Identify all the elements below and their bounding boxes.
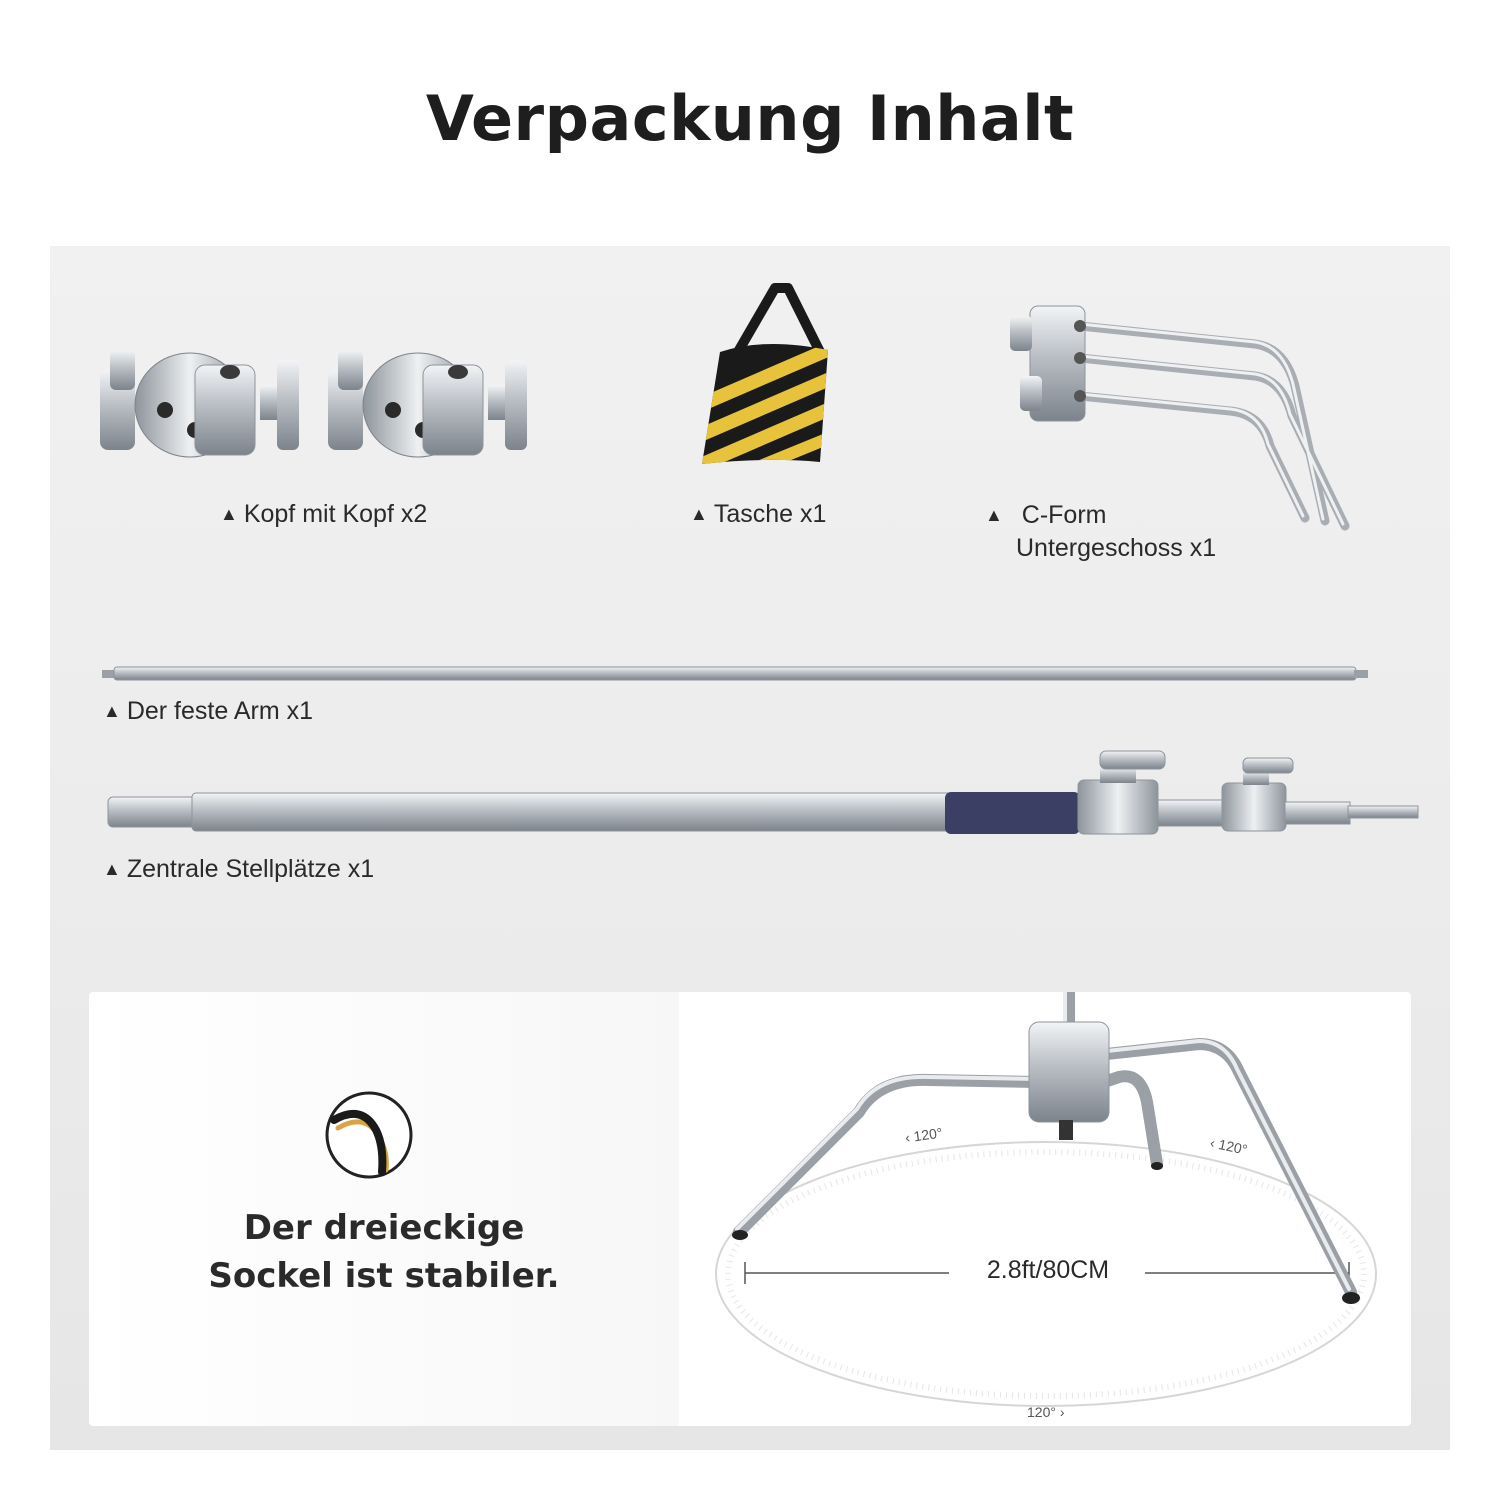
angle-label-left: ‹ 120° <box>904 1124 944 1146</box>
page-title: Verpackung Inhalt <box>425 82 1075 155</box>
center-column-caption: ▲ Zentrale Stellplätze x1 <box>103 855 375 883</box>
feature-text: Der dreieckige Sockel ist stabiler. <box>208 1208 560 1296</box>
sandbag-caption: ▲ Tasche x1 <box>690 500 827 528</box>
grip-head-icon <box>95 340 535 470</box>
grip-head-caption: ▲ Kopf mit Kopf x2 <box>220 500 428 528</box>
curved-leg-icon <box>324 1090 414 1180</box>
angle-label-bottom: 120° › <box>1027 1404 1065 1420</box>
grip-head-1 <box>100 350 299 457</box>
base-diagram <box>679 992 1411 1426</box>
angle-label-right: ‹ 120° <box>1208 1134 1249 1158</box>
base-diameter-label: 2.8ft/80CM <box>960 1256 1136 1285</box>
grip-head-2 <box>328 350 527 457</box>
center-column-icon <box>100 745 1425 840</box>
c-stand-base-caption: ▲ C-Form Untergeschoss x1 <box>985 501 1217 562</box>
marker-icon: ▲ <box>220 504 238 524</box>
fixed-arm-caption: ▲ Der feste Arm x1 <box>103 697 313 725</box>
sandbag-icon <box>690 282 840 467</box>
fixed-arm-icon <box>100 664 1370 684</box>
